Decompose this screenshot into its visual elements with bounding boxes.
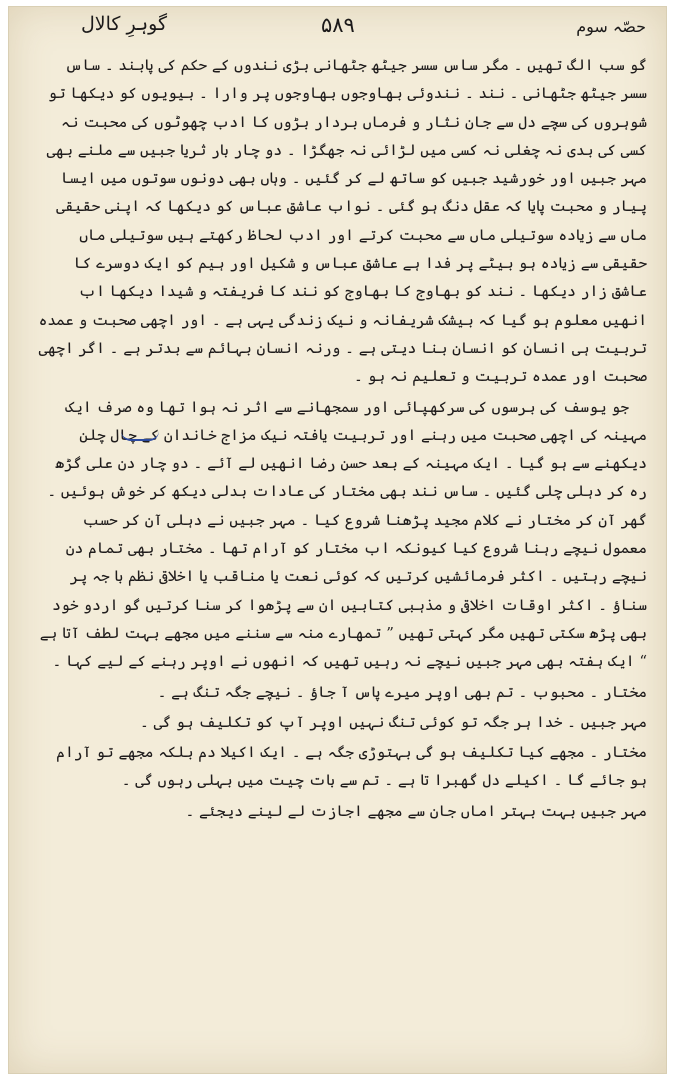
part-label: حصّہ سوم [576,17,646,36]
dialogue-line: مختار ۔ مجھے کیا تکلیف ہو گی بہتوڑی جگہ ہے ۔ ایک اکیلا دم بلکہ مجھے تو آرام ہو جائے گا ۔ اکیلے دل گھبرا تا ہے ۔ تم سے بات چیت میں بہلی رہوں گی ۔ [56,743,647,790]
paragraph: گو سب الگ تھیں ۔ مگر ساس سسر جیٹھ جٹھانی بڑی نندوں کے حکم کی پابند ۔ ساس سسر جیٹھ جٹھانی ۔ نند ۔ نندوئی بھاوجوں بھاوجوں پر وارا ۔ بیویوں کو دیکھا تو شوہروں کی سچے دل سے جان نثار و فرماں بردار بڑوں کا ادب چھوٹوں کی محبت نہ کسی کی بدی نہ چغلی نہ کسی میں لڑائی نہ جھگڑا ۔ دو چار بار ثریا جبیں سے ملنے بھی مہر جبیں اور خورشید جبیں کو ساتھ لے کر گئیں ۔ وہاں بھی دونوں سوتوں میں ایسا پیار و محبت پایا کہ عقل دنگ ہو گئی ۔ نواب عاشق عباس کو دیکھا کہ اپنی حقیقی ماں سے زیادہ سوتیلی ماں سے محبت کرتے اور ادب لحاظ رکھتے ہیں سوتیلی ماں حقیقی سے زیادہ ہو بیٹے پر فدا ہے عاشق عباس و شکیل اور ہیم کو ایک دوسرے کا عاشق زار دیکھا ۔ نند کو بھاوج کا بھاوج کو نند کا فریفتہ و شیدا دیکھا اب انھیں معلوم ہو گیا کہ بیشک شریفانہ و نیک زندگی یہی ہے ۔ اور اچھی صحبت و عمدہ تربیت ہی انسان کو انسان بنا دیتی ہے ۔ ورنہ انسان بہائم سے بدتر ہے ۔ اگر اچھی صحبت اور عمدہ تربیت و تعلیم نہ ہو ۔ [38,56,647,386]
manuscript-page [8,6,667,1074]
dialogue-line: مختار ۔ محبوب ۔ تم بھی اوپر میرے پاس آ جاؤ ۔ نیچے جگہ تنگ ہے ۔ [157,682,647,701]
dialogue-line: مہر جبیں بہت بہتر اماں جان سے مجھے اجازت لے لینے دیجئے ۔ [185,801,647,820]
running-title: گوہرِ کالال [81,13,167,35]
dialogue-line: مہر جبیں ۔ خدا ہر جگہ تو کوئی تنگ نہیں اوپر آپ کو تکلیف ہو گی ۔ [140,712,647,731]
page-header [9,11,666,45]
paragraph: جو یوسف کی برسوں کی سرکھپائی اور سمجھانے سے اثر نہ ہوا تھا وہ صرف ایک مہینہ کی اچھی صحبت میں رہنے اور تربیت یافتہ نیک مزاج خاندان کے چال چلن دیکھنے سے ہو گیا ۔ ایک مہینہ کے بعد حسن رضا انھیں لے آئے ۔ دو چار دن علی گڑھ رہ کر دہلی چلی گئیں ۔ ساس نند بھی مختار کی عادات بدلی دیکھ کر خوش ہوئیں ۔ گھر آن کر مختار نے کلام مجید پڑھنا شروع کیا ۔ مہر جبیں نے دہلی آن کر حسب معمول نیچے رہنا شروع کیا کیونکہ اب مختار کو آرام تھا ۔ مختار بھی تمام دن نیچے رہتیں ۔ اکثر فرمائشیں کرتیں کہ کوئی نعت یا مناقب یا اخلاقی نظم با جہ پر سناؤ ۔ اکثر اوقات اخلاقی و مذہبی کتابیں ان سے پڑھوا کر سنا کرتیں گو اردو خود بھی پڑھ سکتی تھیں مگر کہتی تھیں ” تمھارے منہ سے سننے میں مجھے بہت لطف آتا ہے “ ایک ہفتہ بھی مہر جبیں نیچے نہ رہیں تھیں کہ انھوں نے اوپر رہنے کے لیے کہا ۔ [39,397,647,671]
page-number: ۵۸۹ [321,13,355,37]
pen-underline-mark [121,431,159,441]
